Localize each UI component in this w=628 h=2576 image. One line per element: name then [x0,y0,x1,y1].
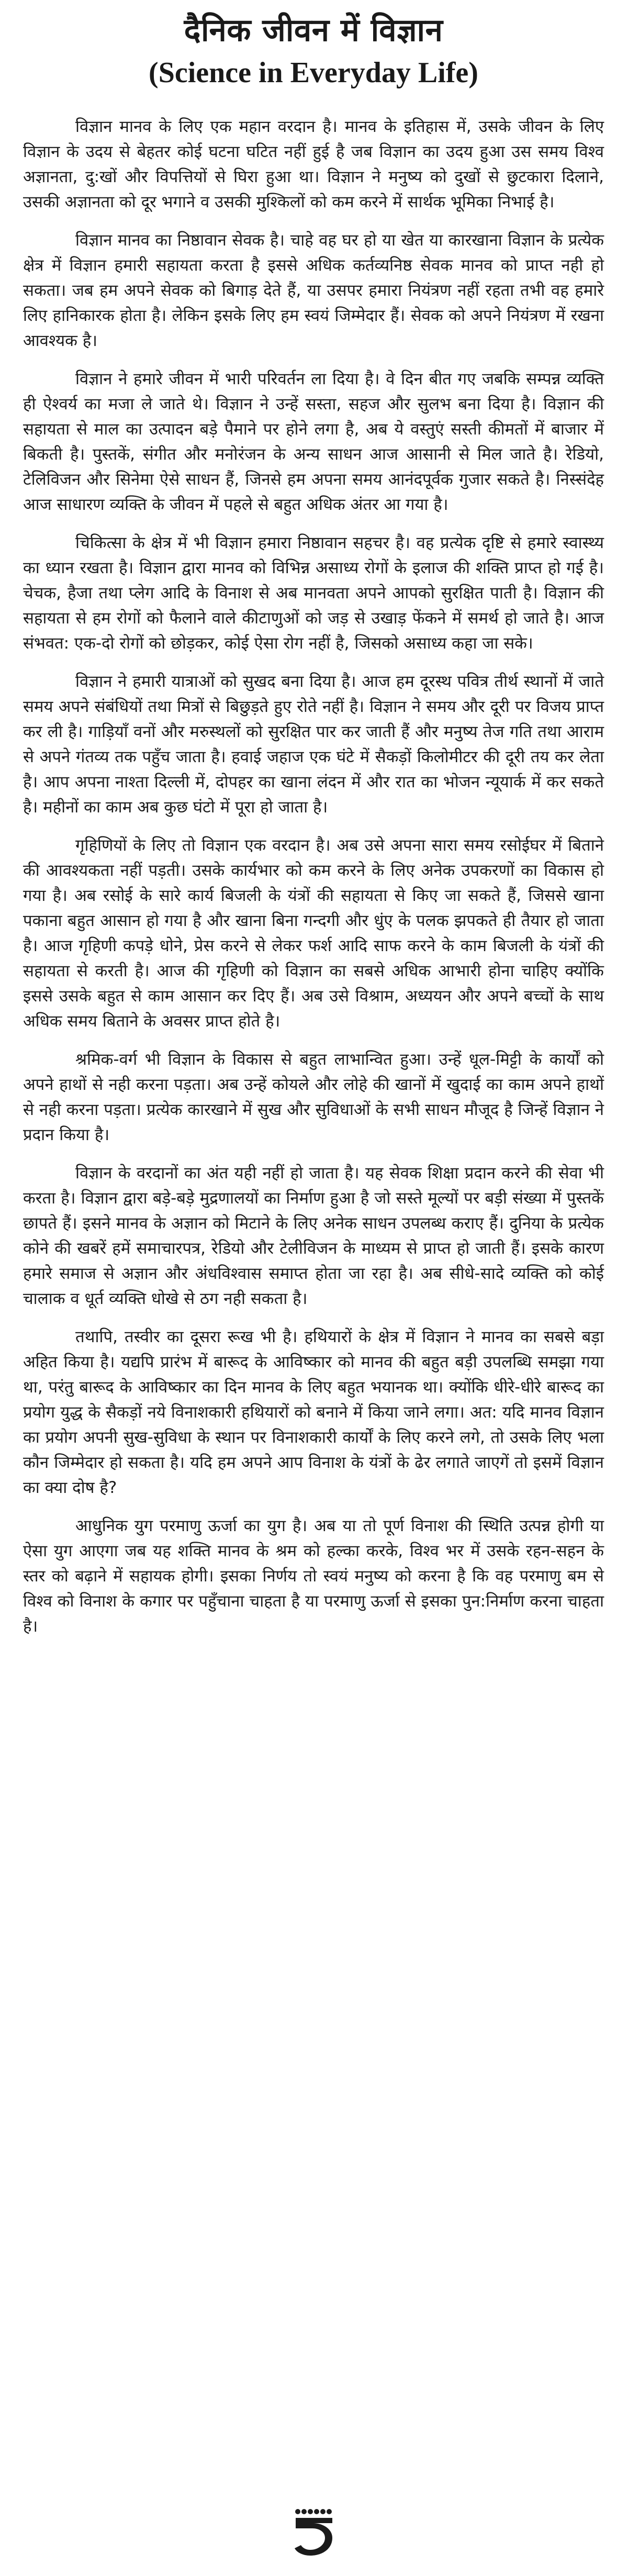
paragraph: श्रमिक-वर्ग भी विज्ञान के विकास से बहुत लाभान्वित हुआ। उन्हें धूल-मिट्टी के कार्यों को अपने हाथों से नही करना पड़ता। अब उन्हें कोयले और लोहे की खानों में खुदाई का काम अपने हाथों से नही करना पड़ता। प्रत्येक कारखाने में सुख और सुविधाओं के सभी साधन मौजूद है जिन्हें विज्ञान ने प्रदान किया है। [23,1050,604,1144]
dotted-s-logo-icon [290,2507,338,2558]
footer-logo [0,2507,628,2558]
paragraph: विज्ञान मानव का निष्ठावान सेवक है। चाहे वह घर हो या खेत या कारखाना विज्ञान के प्रत्येक क्षेत्र में विज्ञान हमारी सहायता करता है इससे अधिक कर्तव्यनिष्ठ सेवक मानव को प्राप्त नही हो सकता। जब हम अपने सेवक को बिगाड़ देते हैं, या उसपर हमारा नियंत्रण नहीं रहता तभी वह हमारे लिए हानिकारक होता है। लेकिन इसके लिए हम स्वयं जिम्मेदार हैं। सेवक को अपने नियंत्रण में रखना आवश्यक है। [23,231,604,350]
page-title: दैनिक जीवन में विज्ञान [184,12,443,49]
paragraph: विज्ञान ने हमारे जीवन में भारी परिवर्तन ला दिया है। वे दिन बीत गए जबकि सम्पन्न व्यक्ति ही ऐश्वर्य का मजा ले जाते थे। विज्ञान ने उन्हें सस्ता, सहज और सुलभ बना दिया है। विज्ञान की सहायता से माल का उत्पादन बड़े पैमाने पर होने लगा है, अब ये वस्तुएं सस्ती कीमतों में बाजार में बिकती है। पुस्तकें, संगीत और मनोरंजन के अन्य साधन आज आसानी से मिल जाते है। रेडियो, टेलिविजन और सिनेमा ऐसे साधन हैं, जिनसे हम अपना समय आनंदपूर्वक गुजार सकते है। निस्संदेह आज साधारण व्यक्ति के जीवन में पहले से बहुत अधिक अंतर आ गया है। [23,370,604,514]
paragraph: विज्ञान के वरदानों का अंत यही नहीं हो जाता है। यह सेवक शिक्षा प्रदान करने की सेवा भी करता है। विज्ञान द्वारा बड़े-बड़े मुद्रणालयों का निर्माण हुआ है जो सस्ते मूल्यों पर बड़ी संख्या में पुस्तकें छापते हैं। इसने मानव के अज्ञान को मिटाने के लिए अनेक साधन उपलब्ध कराए हैं। दुनिया के प्रत्येक कोने की खबरें हमें समाचारपत्र, रेडियो और टेलीविजन के माध्यम से प्राप्त हो जाती हैं। इसके कारण हमारे समाज से अज्ञान और अंधविश्वास समाप्त होता जा रहा है। अब सीधे-सादे व्यक्ति को कोई चालाक व धूर्त व्यक्ति धोखे से ठग नही सकता है। [23,1164,604,1308]
paragraph: विज्ञान ने हमारी यात्राओं को सुखद बना दिया है। आज हम दूरस्थ पवित्र तीर्थ स्थानों में जाते समय अपने संबंधियों तथा मित्रों से बिछुड़ते हुए रोते नहीं है। विज्ञान ने समय और दूरी पर विजय प्राप्त कर ली है। गाड़ियाँ वनों और मरुस्थलों को सुरक्षित पार कर जाती हैं और मनुष्य तेज गति तथा आराम से अपने गंतव्य तक पहुँच जाता है। हवाई जहाज एक घंटे में सैकड़ों किलोमीटर की दूरी तय कर लेता है। आप अपना नाश्ता दिल्ली में, दोपहर का खाना लंदन में और रात का भोजन न्यूयार्क में कर सकते है। महीनों का काम अब कुछ घंटो में पूरा हो जाता है। [23,672,604,817]
paragraph: चिकित्सा के क्षेत्र में भी विज्ञान हमारा निष्ठावान सहचर है। वह प्रत्येक दृष्टि से हमारे स्वास्थ्य का ध्यान रखता है। विज्ञान द्वारा मानव को विभिन्न असाध्य रोगों के इलाज की शक्ति प्राप्त हो गई है। चेचक, हैजा तथा प्लेग आदि के विनाश से अब मानवता अपने आपको सुरक्षित पाती है। विज्ञान की सहायता से हम रोगों को फैलाने वाले कीटाणुओं को जड़ से उखाड़ फेंकने में समर्थ हो जाते है। आज संभवत: एक-दो रोगों को छोड़कर, कोई ऐसा रोग नहीं है, जिसको असाध्य कहा जा सके। [23,533,604,653]
page-subtitle: (Science in Everyday Life) [149,57,478,89]
paragraph: तथापि, तस्वीर का दूसरा रूख भी है। हथियारों के क्षेत्र में विज्ञान ने मानव का सबसे बड़ा अहित किया है। यद्यपि प्रारंभ में बारूद के आविष्कार को मानव की बहुत बड़ी उपलब्धि समझा गया था, परंतु बारूद के आविष्कार का दिन मानव के लिए बहुत भयानक था। क्योंकि धीरे-धीरे बारूद का प्रयोग युद्ध के सैकड़ों नये विनाशकारी हथियारों को बनाने में किया जाने लगा। अत: यदि मानव विज्ञान का प्रयोग अपनी सुख-सुविधा के स्थान पर विनाशकारी कार्यों के लिए करने लगे, तो उसके लिए भला कौन जिम्मेदार हो सकता है। यदि हम अपने आप विनाश के यंत्रों के ढेर लगाते जाएगें तो इसमें विज्ञान का क्या दोष है? [23,1328,604,1497]
paragraph: विज्ञान मानव के लिए एक महान वरदान है। मानव के इतिहास में, उसके जीवन के लिए विज्ञान के उदय से बेहतर कोई घटना घटित नहीं हुई है जब विज्ञान का उदय हुआ उस समय विश्व अज्ञानता, दु:खों और विपत्तियों से घिरा हुआ था। विज्ञान ने मनुष्य को दुखों से छुटकारा दिलाने, उसकी अज्ञानता को दूर भगाने व उसकी मुश्किलों को कम करने में सार्थक भूमिका निभाई है। [23,117,604,211]
essay-body [23,114,604,1639]
paragraph: गृहिणियों के लिए तो विज्ञान एक वरदान है। अब उसे अपना सारा समय रसोईघर में बिताने की आवश्यकता नहीं पड़ती। उसके कार्यभार को कम करने के लिए अनेक उपकरणों का विकास हो गया है। अब रसोई के सारे कार्य बिजली के यंत्रों की सहायता से किए जा सकते हैं, जिससे खाना पकाना बहुत आसान हो गया है और खाना बिना गन्दगी और धुंए के पलक झपकते ही तैयार हो जाता है। आज गृहिणी कपड़े धोने, प्रेस करने से लेकर फर्श आदि साफ करने के काम बिजली के यंत्रों की सहायता से करती है। आज की गृहिणी को विज्ञान का सबसे अधिक आभारी होना चाहिए क्योंकि इससे उसके बहुत से काम आसान कर दिए हैं। अब उसे विश्राम, अध्ययन और अपने बच्चों के साथ अधिक समय बिताने के अवसर प्राप्त होते है। [23,836,604,1031]
paragraph: आधुनिक युग परमाणु ऊर्जा का युग है। अब या तो पूर्ण विनाश की स्थिति उत्पन्न होगी या ऐसा युग आएगा जब यह शक्ति मानव के श्रम को हल्का करके, विश्व भर में उसके रहन-सहन के स्तर को बढ़ाने में सहायक होगी। इसका निर्णय तो स्वयं मनुष्य को करना है कि वह परमाणु बम से विश्व को विनाश के कगार पर पहुँचाना चाहता है या परमाणु ऊर्जा से इसका पुन:निर्माण करना चाहता है। [23,1516,604,1636]
